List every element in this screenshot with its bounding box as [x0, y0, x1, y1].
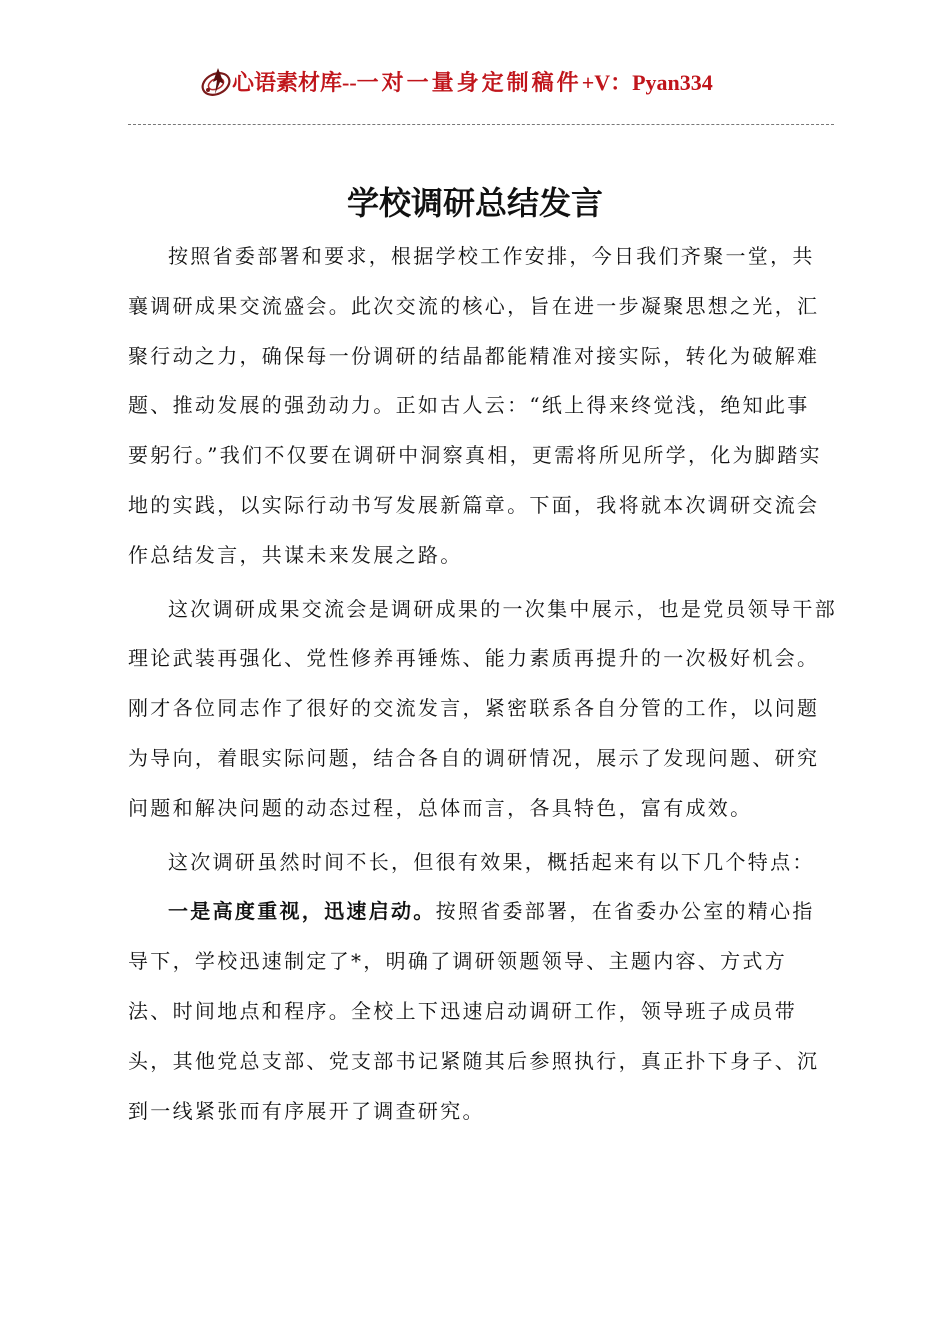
header-contact: +V：Pyan334 — [581, 70, 713, 95]
page-header — [0, 58, 950, 106]
body-paragraph — [128, 887, 828, 1136]
header-banner-text — [232, 66, 713, 97]
paragraph-lead: 一是高度重视，迅速启动。 — [168, 899, 436, 924]
header-separator: -- — [342, 70, 357, 95]
header-divider — [128, 124, 834, 125]
body-paragraph — [128, 838, 828, 888]
header-brand: 心语素材库 — [232, 70, 343, 95]
body-paragraph — [128, 585, 840, 834]
paragraph-text: 这次调研虽然时间不长，但很有效果，概括起来有以下几个特点： — [168, 849, 815, 874]
paragraph-text: 按照省委部署，在省委办公室的精心指导下，学校迅速制定了*，明确了调研领题领导、主题内容、方式方法、时间地点和程序。全校上下迅速启动调研工作，领导班子成员带头，其他党总支部、党支部书记紧随其后参照执行，真正扑下身子、沉到一线紧张而有序展开了调查研究。 — [128, 899, 820, 1123]
body-paragraph — [128, 232, 828, 581]
header-tagline: 一对一量身定制稿件 — [356, 70, 582, 95]
document-title: 学校调研总结发言 — [346, 184, 603, 222]
document-body — [128, 232, 837, 1136]
paragraph-text: 按照省委部署和要求，根据学校工作安排，今日我们齐聚一堂，共襄调研成果交流盛会。此次交流的核心，旨在进一步凝聚思想之光，汇聚行动之力，确保每一份调研的结晶都能精准对接实际，转化为破解难题、推动发展的强劲动力。正如古人云：“纸上得来终觉浅，绝知此事要躬行。”我们不仅要在调研中洞察真相，更需将所见所学，化为脚踏实地的实践，以实际行动书写发展新篇章。下面，我将就本次调研交流会作总结发言，共谋未来发展之路。 — [128, 244, 822, 567]
brand-logo-icon — [198, 64, 234, 100]
paragraph-text: 这次调研成果交流会是调研成果的一次集中展示，也是党员领导干部理论武装再强化、党性修养再锤炼、能力素质再提升的一次极好机会。刚才各位同志作了很好的交流发言，紧密联系各自分管的工作，以问题为导向，着眼实际问题，结合各自的调研情况，展示了发现问题、研究问题和解决问题的动态过程，总体而言，各具特色，富有成效。 — [128, 596, 837, 820]
